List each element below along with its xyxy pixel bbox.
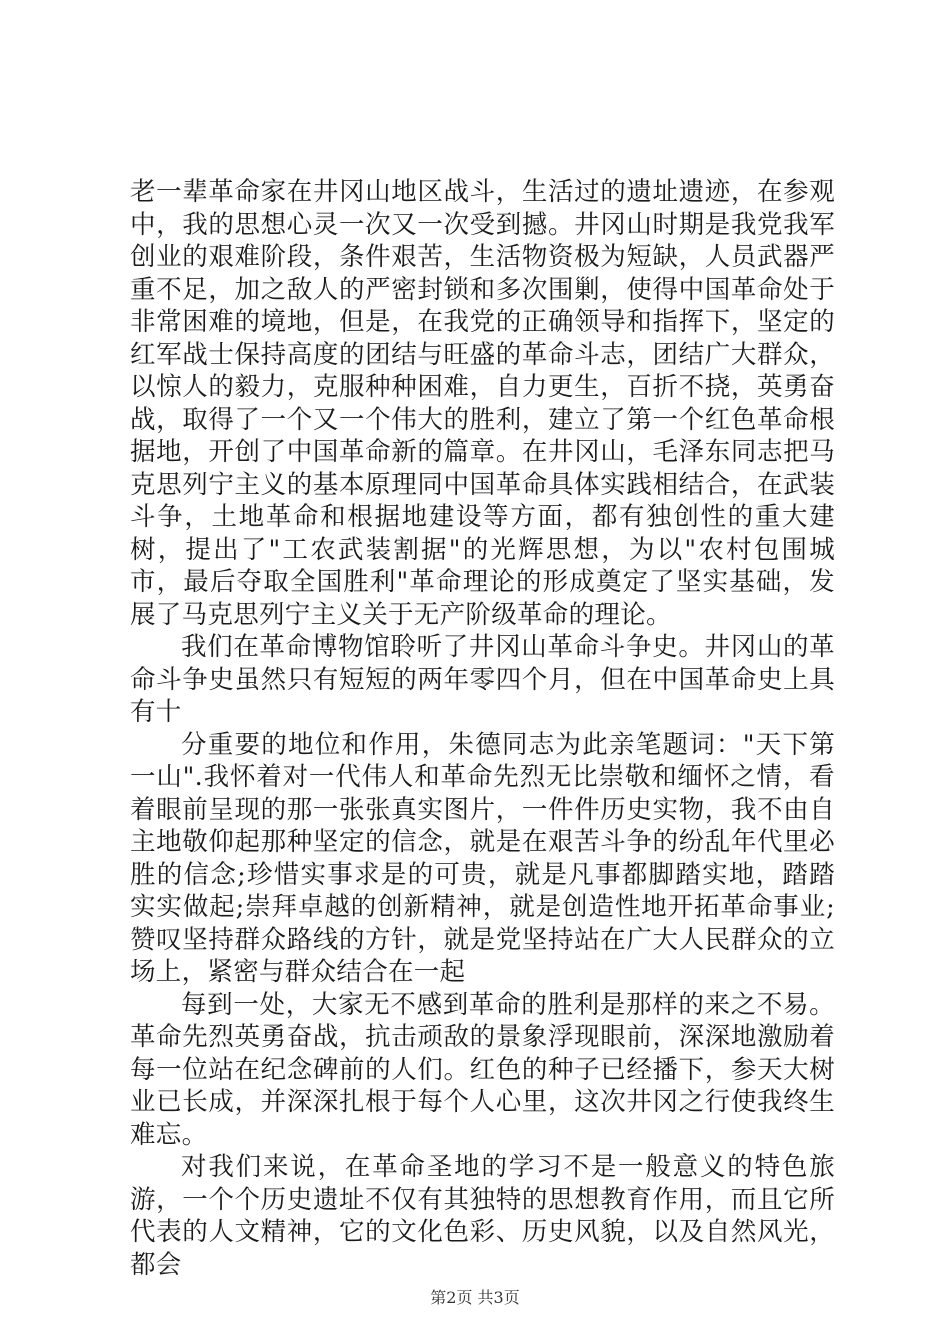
paragraph-5: 对我们来说，在革命圣地的学习不是一般意义的特色旅游，一个个历史遗址不仅有其独特的思想教育作用，而且它所代表的人文精神，它的文化色彩、历史风貌，以及自然风光，都会	[130, 1152, 835, 1280]
paragraph-2: 我们在革命博物馆聆听了井冈山革命斗争史。井冈山的革命斗争史虽然只有短短的两年零四个月，但在中国革命史上具有十	[130, 632, 835, 727]
paragraph-4: 每到一处，大家无不感到革命的胜利是那样的来之不易。革命先烈英勇奋战，抗击顽敌的景象浮现眼前，深深地激励着每一位站在纪念碑前的人们。红色的种子已经播下，参天大树业已长成，并深深扎根于每个人心里，这次井冈之行使我终生难忘。	[130, 989, 835, 1150]
paragraph-1: 老一辈革命家在井冈山地区战斗，生活过的遗址遗迹，在参观中，我的思想心灵一次又一次受到撼。井冈山时期是我党我军创业的艰难阶段，条件艰苦，生活物资极为短缺，人员武器严重不足，加之敌人的严密封锁和多次围剿，使得中国革命处于非常困难的境地，但是，在我党的正确领导和指挥下，坚定的红军战士保持高度的团结与旺盛的革命斗志，团结广大群众，以惊人的毅力，克服种种困难，自力更生，百折不挠，英勇奋战，取得了一个又一个伟大的胜利，建立了第一个红色革命根据地，开创了中国革命新的篇章。在井冈山，毛泽东同志把马克思列宁主义的基本原理同中国革命具体实践相结合，在武装斗争，土地革命和根据地建设等方面，都有独创性的重大建树，提出了"工农武装割据"的光辉思想，为以"农村包围城市，最后夺取全国胜利"革命理论的形成奠定了坚实基础，发展了马克思列宁主义关于无产阶级革命的理论。	[130, 177, 835, 630]
page-footer: 第2页 共3页	[430, 1288, 520, 1307]
document-body	[130, 176, 835, 1281]
paragraph-3: 分重要的地位和作用，朱德同志为此亲笔题词："天下第一山".我怀着对一代伟人和革命先烈无比崇敬和缅怀之情，看着眼前呈现的那一张张真实图片，一件件历史实物，我不由自主地敬仰起那种坚定的信念，就是在艰苦斗争的纷乱年代里必胜的信念;珍惜实事求是的可贵，就是凡事都脚踏实地，踏踏实实做起;崇拜卓越的创新精神，就是创造性地开拓革命事业;赞叹坚持群众路线的方针，就是党坚持站在广大人民群众的立场上，紧密与群众结合在一起	[130, 729, 835, 987]
